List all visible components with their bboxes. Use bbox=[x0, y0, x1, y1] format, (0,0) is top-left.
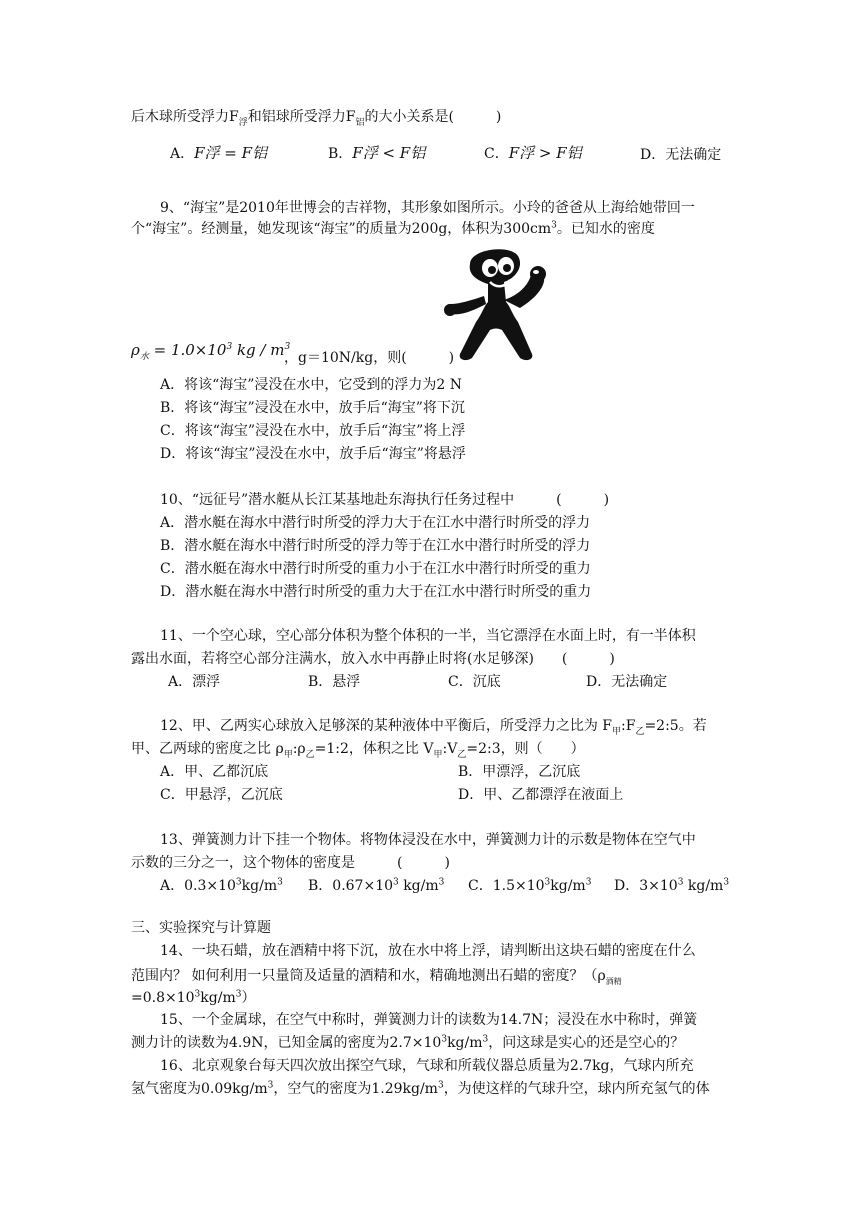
q13-option-d: D．$3\times 10^3$ $kg/m^3$ bbox=[614, 877, 730, 894]
q8-option-b: B．F浮 < F铝 bbox=[328, 144, 426, 162]
q11-option-d: D．无法确定 bbox=[586, 674, 668, 690]
q11-option-b: B．悬浮 bbox=[308, 674, 361, 690]
q10-option-b: B．潜水艇在海水中潜行时所受的浮力等于在江水中潜行时所受的浮力 bbox=[160, 538, 591, 554]
q12-line1: 12、甲、乙两实心球放入足够深的某种液体中平衡后，所受浮力之比为 $F_甲:F_乙=2:5$。若 bbox=[160, 718, 707, 737]
q8-formula-b: F浮 < F铝 bbox=[352, 144, 426, 162]
q14-line1: 14、一块石蜡，放在酒精中将下沉，放在水中将上浮，请判断出这块石蜡的密度在什么 bbox=[160, 943, 696, 959]
q8-formula-a: F浮 = F铝 bbox=[194, 144, 268, 162]
q9-density-line bbox=[131, 340, 290, 361]
q8-option-d: D．无法确定 bbox=[640, 147, 722, 163]
q9-option-c: C．将该“海宝”浸没在水中，放手后“海宝”将上浮 bbox=[160, 423, 466, 439]
q13-option-a: A．$0.3\times 10^3kg/m^3$ bbox=[160, 877, 283, 894]
q15-line2: 测力计的读数为4.9N，已知金属的密度为$2.7\times 10^3kg/m^3$，问这球是实心的还是空心的？ bbox=[131, 1034, 685, 1051]
q9-option-b: B．将该“海宝”浸没在水中，放手后“海宝”将下沉 bbox=[160, 400, 465, 416]
q10-option-d: D．潜水艇在海水中潜行时所受的重力大于在江水中潜行时所受的重力 bbox=[160, 584, 592, 600]
q12-option-b: B．甲漂浮，乙沉底 bbox=[458, 764, 581, 780]
q9-option-a: A．将该“海宝”浸没在水中，它受到的浮力为2 N bbox=[160, 377, 463, 393]
q10-option-a: A．潜水艇在海水中潜行时所受的浮力大于在江水中潜行时所受的浮力 bbox=[160, 515, 591, 531]
q16-line1: 16、北京观象台每天四次放出探空气球，气球和所载仪器总质量为2.7kg，气球内所充 bbox=[160, 1058, 694, 1074]
q12-option-c: C．甲悬浮，乙沉底 bbox=[160, 787, 283, 803]
q8-formula-c: F浮 > F铝 bbox=[508, 144, 582, 162]
q13-line2: 示数的三分之一，这个物体的密度是 ( ) bbox=[131, 855, 450, 871]
q8-option-a: A．F浮 = F铝 bbox=[170, 144, 268, 162]
q10-option-c: C．潜水艇在海水中潜行时所受的重力小于在江水中潜行时所受的重力 bbox=[160, 561, 591, 577]
q9-line2: 个“海宝”。经测量，她发现该“海宝”的质量为200g，体积为$300cm^3$。已知水的密度 bbox=[131, 220, 655, 237]
q12-line2: 甲、乙两球的密度之比 $\rho_甲:\rho_乙=1:2$，体积之比 $V_甲:V_乙=2:3$，则（ ） bbox=[131, 741, 585, 760]
q8-option-c: C．F浮 > F铝 bbox=[484, 144, 582, 162]
q15-line1: 15、一个金属球，在空气中称时，弹簧测力计的读数为14.7N；浸没在水中称时，弹簧 bbox=[160, 1012, 698, 1028]
q12-option-a: A．甲、乙都沉底 bbox=[160, 764, 269, 780]
q9-rho-formula: $\rho_水 = 1.0\times 10^3$ kg / $m^3$ bbox=[131, 341, 291, 362]
q16-line2: 氢气密度为$0.09kg/m^3$，空气的密度为$1.29kg/m^3$，为使这样的气球升空，球内所充氢气的体 bbox=[131, 1080, 710, 1097]
section3-heading: 三、实验探究与计算题 bbox=[131, 920, 271, 936]
q11-line1: 11、一个空心球，空心部分体积为整个体积的一半，当它漂浮在水面上时，有一半体积 bbox=[160, 628, 696, 644]
q8-stem: 后木球所受浮力$F_浮$和铝球所受浮力$F_铝$的大小关系是( ) bbox=[131, 109, 502, 128]
q11-option-c: C．沉底 bbox=[448, 674, 501, 690]
q10-stem: 10、“远征号”潜水艇从长江某基地赴东海执行任务过程中 ( ) bbox=[160, 492, 610, 508]
q12-option-d: D．甲、乙都漂浮在液面上 bbox=[458, 787, 624, 803]
q9-line1: 9、“海宝”是2010年世博会的吉祥物，其形象如图所示。小玲的爸爸从上海给她带回一 bbox=[160, 200, 695, 216]
q14-line2: 范围内？ 如何利用一只量筒及适量的酒精和水，精确地测出石蜡的密度？（$\rho_{酒精}$ bbox=[131, 968, 622, 986]
q11-line2: 露出水面，若将空心部分注满水，放入水中再静止时将(水足够深) ( ) bbox=[131, 651, 615, 667]
q9-g-text: ，g＝10N/kg，则( ) bbox=[284, 350, 455, 366]
q13-option-b: B．$0.67\times 10^3$ $kg/m^3$ bbox=[308, 877, 445, 894]
haibao-mascot-image bbox=[440, 244, 552, 364]
q11-option-a: A．漂浮 bbox=[168, 674, 221, 690]
q14-line3: $=0.8\times 10^3kg/m^3$） bbox=[131, 989, 256, 1006]
q9-option-d: D．将该“海宝”浸没在水中，放手后“海宝”将悬浮 bbox=[160, 446, 466, 462]
q13-option-c: C．$1.5\times 10^3kg/m^3$ bbox=[468, 877, 592, 894]
q13-line1: 13、弹簧测力计下挂一个物体。将物体浸没在水中，弹簧测力计的示数是物体在空气中 bbox=[160, 832, 696, 848]
